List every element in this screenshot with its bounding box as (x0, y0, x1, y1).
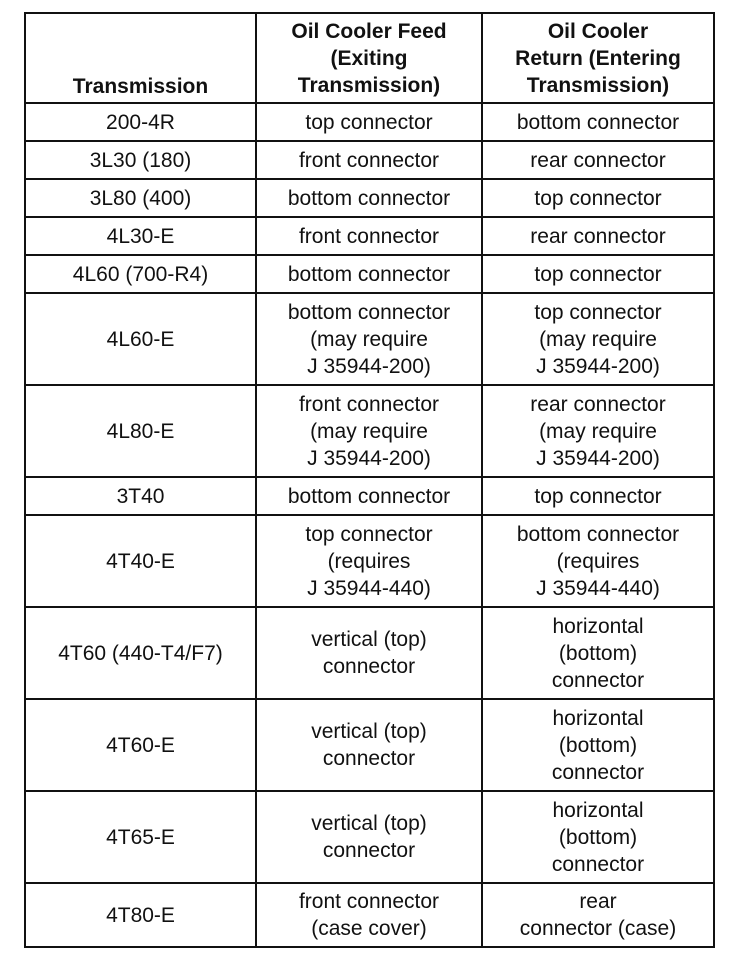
table-row (25, 293, 714, 385)
header-oil-cooler-feed: Oil Cooler Feed (Exiting Transmission) (256, 13, 482, 103)
cell-oil-cooler-feed: bottom connector (256, 179, 482, 217)
cell-oil-cooler-return: bottom connector (requires J 35944-440) (482, 515, 714, 607)
cell-transmission: 4L80-E (25, 385, 256, 477)
cell-oil-cooler-return: top connector (482, 179, 714, 217)
cell-transmission: 4L60 (700-R4) (25, 255, 256, 293)
table-row (25, 699, 714, 791)
table-row (25, 103, 714, 141)
cell-oil-cooler-return: rear connector (482, 217, 714, 255)
table-row (25, 515, 714, 607)
cell-transmission: 4T65-E (25, 791, 256, 883)
header-transmission: Transmission (25, 13, 256, 103)
cell-transmission: 4T60-E (25, 699, 256, 791)
cell-oil-cooler-feed: front connector (256, 217, 482, 255)
cell-oil-cooler-feed: vertical (top) connector (256, 607, 482, 699)
cell-transmission: 3L80 (400) (25, 179, 256, 217)
cell-transmission: 3T40 (25, 477, 256, 515)
table-row (25, 255, 714, 293)
cell-oil-cooler-feed: front connector (may require J 35944-200) (256, 385, 482, 477)
cell-oil-cooler-feed: bottom connector (256, 255, 482, 293)
table-row (25, 791, 714, 883)
header-row (25, 13, 714, 103)
cell-oil-cooler-return: horizontal (bottom) connector (482, 699, 714, 791)
oil-cooler-connector-table (24, 12, 715, 948)
cell-oil-cooler-feed: front connector (256, 141, 482, 179)
cell-oil-cooler-feed: front connector (case cover) (256, 883, 482, 947)
table-row (25, 607, 714, 699)
table-row (25, 141, 714, 179)
table-row (25, 217, 714, 255)
cell-transmission: 4L30-E (25, 217, 256, 255)
cell-oil-cooler-feed: bottom connector (256, 477, 482, 515)
table-header (25, 13, 714, 103)
oil-cooler-connector-table-container (24, 12, 713, 948)
cell-transmission: 4L60-E (25, 293, 256, 385)
cell-oil-cooler-return: horizontal (bottom) connector (482, 607, 714, 699)
table-row (25, 385, 714, 477)
cell-oil-cooler-feed: top connector (requires J 35944-440) (256, 515, 482, 607)
table-body (25, 103, 714, 947)
cell-transmission: 4T60 (440-T4/F7) (25, 607, 256, 699)
cell-oil-cooler-return: top connector (482, 255, 714, 293)
cell-oil-cooler-return: top connector (may require J 35944-200) (482, 293, 714, 385)
header-oil-cooler-return: Oil Cooler Return (Entering Transmission) (482, 13, 714, 103)
cell-oil-cooler-feed: top connector (256, 103, 482, 141)
cell-oil-cooler-feed: vertical (top) connector (256, 791, 482, 883)
cell-oil-cooler-return: top connector (482, 477, 714, 515)
cell-oil-cooler-feed: vertical (top) connector (256, 699, 482, 791)
cell-oil-cooler-return: horizontal (bottom) connector (482, 791, 714, 883)
cell-oil-cooler-return: rear connector (may require J 35944-200) (482, 385, 714, 477)
cell-oil-cooler-return: bottom connector (482, 103, 714, 141)
cell-oil-cooler-return: rear connector (case) (482, 883, 714, 947)
cell-oil-cooler-feed: bottom connector (may require J 35944-200) (256, 293, 482, 385)
cell-transmission: 200-4R (25, 103, 256, 141)
table-row (25, 883, 714, 947)
cell-transmission: 4T40-E (25, 515, 256, 607)
cell-transmission: 4T80-E (25, 883, 256, 947)
table-row (25, 477, 714, 515)
table-row (25, 179, 714, 217)
cell-transmission: 3L30 (180) (25, 141, 256, 179)
cell-oil-cooler-return: rear connector (482, 141, 714, 179)
